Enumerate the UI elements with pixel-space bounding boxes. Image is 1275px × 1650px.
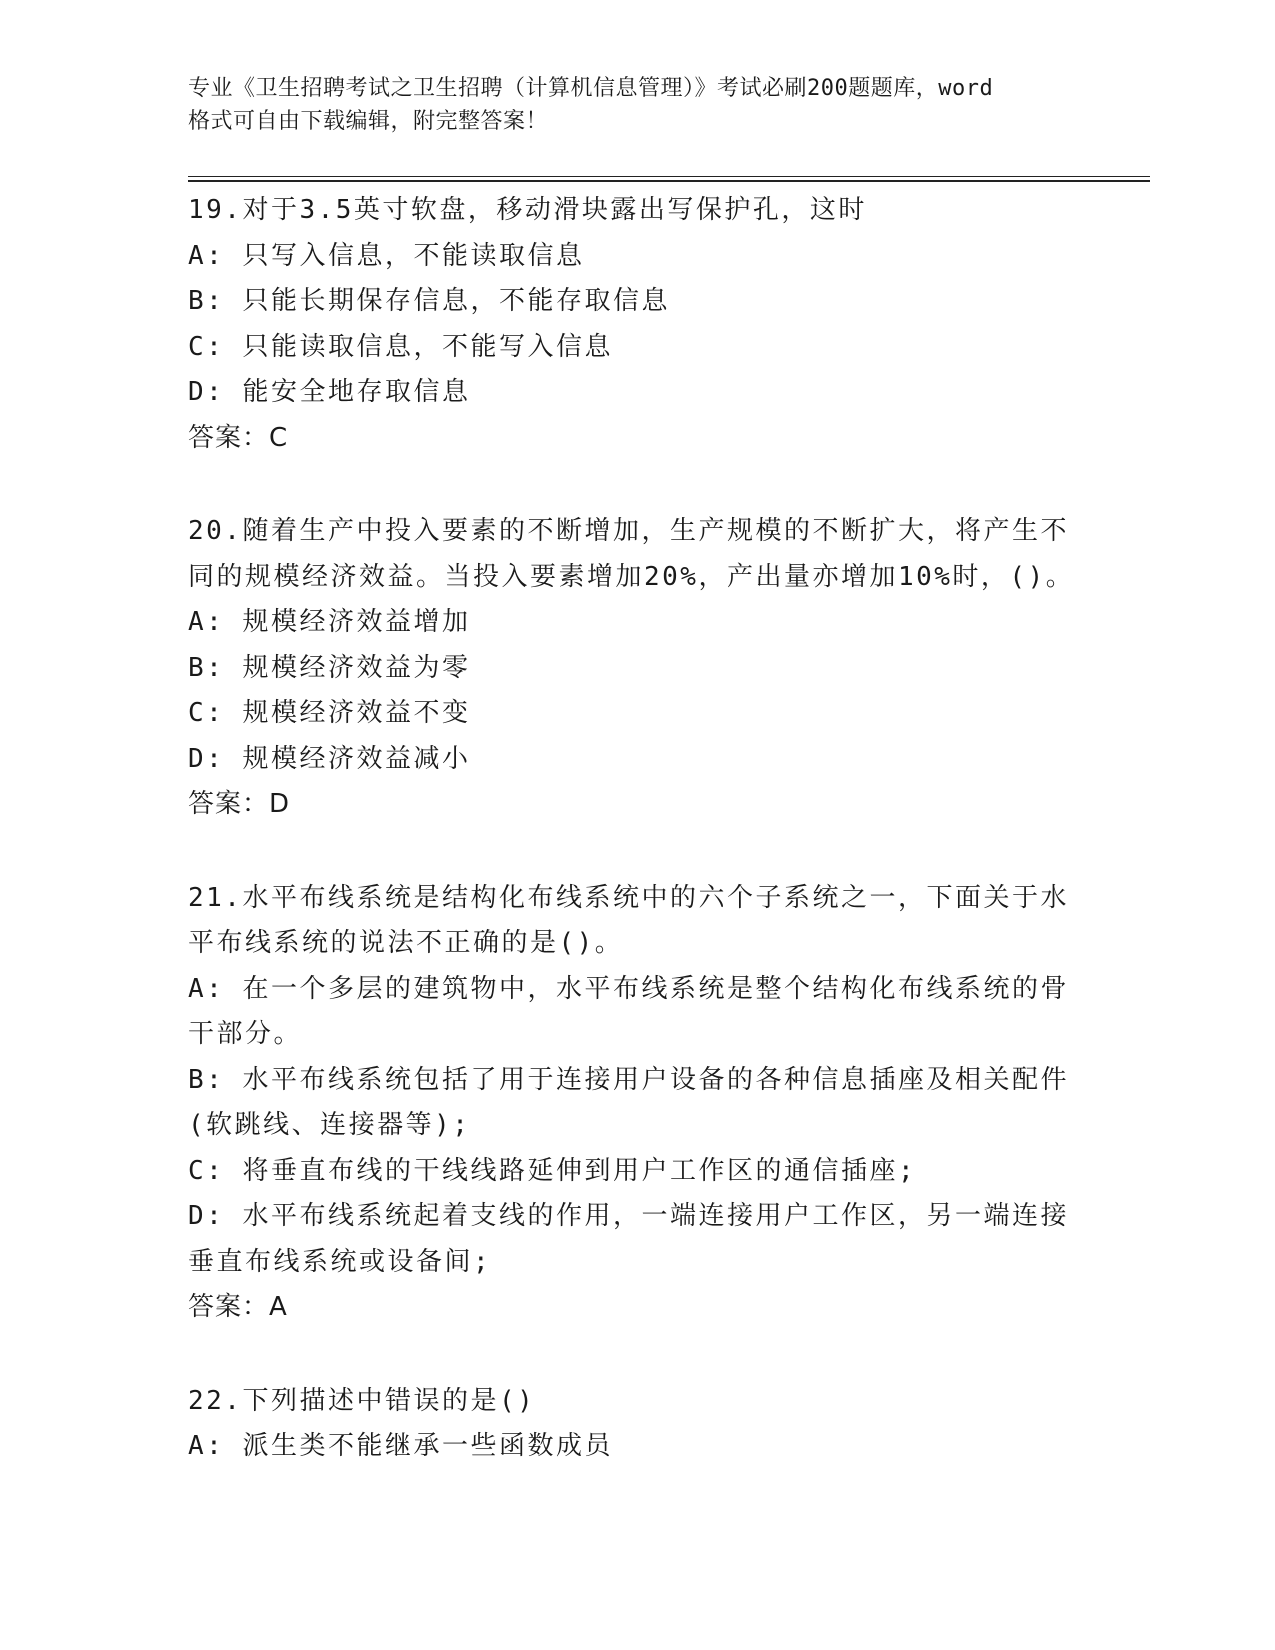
option-d-continued: 垂直布线系统或设备间; [188, 1246, 492, 1277]
option-a: A: 规模经济效益增加 [188, 607, 471, 637]
option-d: D: 规模经济效益减小 [188, 743, 471, 774]
header-divider [188, 176, 1150, 182]
question-21 [188, 876, 1088, 1331]
option-a: A: 只写入信息，不能读取信息 [188, 240, 585, 271]
answer-label: 答案：A [188, 1292, 288, 1322]
question-text: 19.对于3.5英寸软盘，移动滑块露出写保护孔，这时 [188, 195, 867, 225]
question-19 [188, 188, 1088, 461]
answer-label: 答案：D [188, 789, 291, 819]
option-b: B: 只能长期保存信息，不能存取信息 [188, 286, 670, 316]
question-text-continued: 同的规模经济效益。当投入要素增加20%，产出量亦增加10%时，()。 [188, 561, 1075, 592]
option-d: D: 水平布线系统起着支线的作用，一端连接用户工作区，另一端连接 [188, 1201, 1069, 1231]
question-20 [188, 509, 1088, 828]
document-header [188, 72, 1088, 138]
option-b: B: 水平布线系统包括了用于连接用户设备的各种信息插座及相关配件 [188, 1064, 1069, 1095]
option-b-continued: (软跳线、连接器等); [188, 1110, 471, 1140]
question-text-continued: 平布线系统的说法不正确的是()。 [188, 928, 624, 958]
option-c: C: 只能读取信息，不能写入信息 [188, 331, 613, 362]
question-list [188, 188, 1088, 1518]
option-a: A: 派生类不能继承一些函数成员 [188, 1431, 613, 1461]
header-title-line-1: 专业《卫生招聘考试之卫生招聘（计算机信息管理）》考试必刷200题题库，word [188, 76, 994, 101]
option-c: C: 将垂直布线的干线线路延伸到用户工作区的通信插座; [188, 1155, 917, 1186]
question-22 [188, 1379, 1088, 1470]
header-title-line-2: 格式可自由下载编辑，附完整答案！ [188, 109, 549, 134]
question-text: 20.随着生产中投入要素的不断增加，生产规模的不断扩大，将产生不 [188, 516, 1069, 546]
option-b: B: 规模经济效益为零 [188, 652, 471, 683]
option-c: C: 规模经济效益不变 [188, 698, 471, 728]
option-a-continued: 干部分。 [188, 1019, 303, 1049]
option-d: D: 能安全地存取信息 [188, 377, 471, 407]
answer-label: 答案：C [188, 422, 289, 453]
question-text: 22.下列描述中错误的是() [188, 1385, 536, 1416]
question-text: 21.水平布线系统是结构化布线系统中的六个子系统之一，下面关于水 [188, 882, 1069, 913]
option-a: A: 在一个多层的建筑物中，水平布线系统是整个结构化布线系统的骨 [188, 973, 1069, 1004]
